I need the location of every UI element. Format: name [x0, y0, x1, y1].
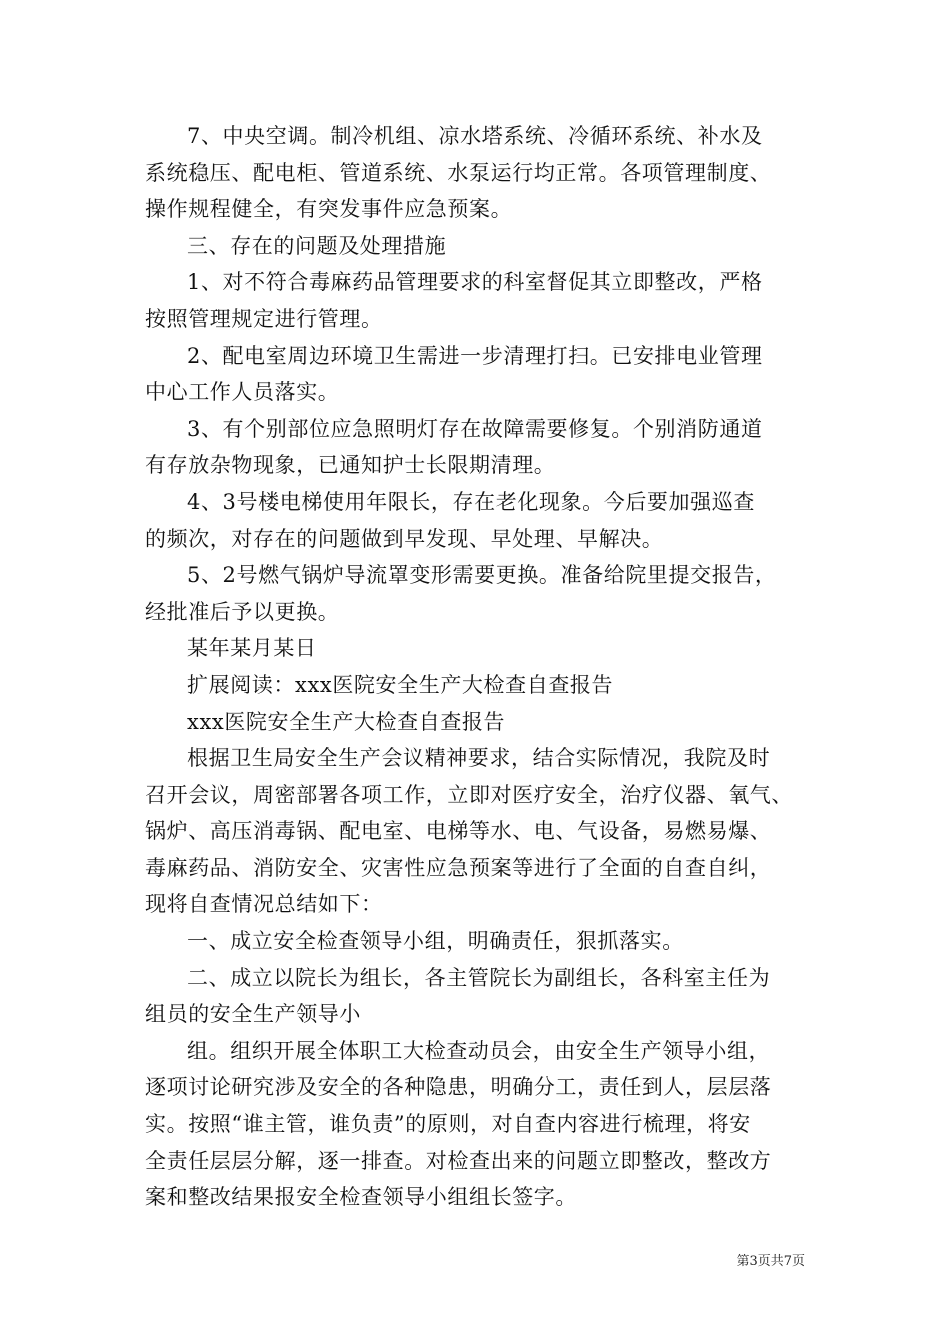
- paragraph: [145, 484, 810, 557]
- paragraph: [145, 960, 810, 1033]
- text-line: 毒麻药品、消防安全、灾害性应急预案等进行了全面的自查自纠，: [145, 855, 772, 880]
- text-line: 一、成立安全检查领导小组，明确责任，狠抓落实。: [187, 929, 684, 954]
- paragraph: [145, 630, 810, 667]
- paragraph: [145, 704, 810, 741]
- text-line: 1、对不符合毒麻药品管理要求的科室督促其立即整改，严格: [187, 270, 763, 295]
- text-line: 系统稳压、配电柜、管道系统、水泵运行均正常。各项管理制度、: [145, 160, 772, 185]
- paragraph: [145, 228, 810, 265]
- paragraph: [145, 338, 810, 411]
- paragraph: [145, 923, 810, 960]
- page-number: 第3页共7页: [736, 1254, 805, 1269]
- paragraph: [145, 1033, 810, 1216]
- document-body: [145, 118, 810, 1216]
- text-line: 组员的安全生产领导小: [145, 1002, 361, 1027]
- text-line: 召开会议，周密部署各项工作，立即对医疗安全，治疗仪器、氧气、: [145, 782, 793, 807]
- text-line: 实。按照“谁主管，谁负责”的原则，对自查内容进行梳理，将安: [145, 1112, 751, 1137]
- text-line: 4、3号楼电梯使用年限长，存在老化现象。今后要加强巡查: [187, 489, 755, 514]
- text-line: 三、存在的问题及处理措施: [187, 233, 447, 258]
- paragraph-list: [145, 118, 810, 1216]
- text-line: 3、有个别部位应急照明灯存在故障需要修复。个别消防通道: [187, 416, 763, 441]
- text-line: xxx医院安全生产大检查自查报告: [187, 709, 506, 734]
- text-line: 全责任层层分解，逐一排查。对检查出来的问题立即整改，整改方: [145, 1148, 772, 1173]
- text-line: 二、成立以院长为组长，各主管院长为副组长，各科室主任为: [187, 965, 771, 990]
- paragraph: [145, 667, 810, 704]
- paragraph: [145, 740, 810, 923]
- text-line: 组。组织开展全体职工大检查动员会，由安全生产领导小组，: [187, 1038, 771, 1063]
- paragraph: [145, 557, 810, 630]
- text-line: 5、2号燃气锅炉导流罩变形需要更换。准备给院里提交报告，: [187, 563, 777, 588]
- text-line: 2、配电室周边环境卫生需进一步清理打扫。已安排电业管理: [187, 343, 763, 368]
- text-line: 按照管理规定进行管理。: [145, 306, 383, 331]
- text-line: 经批准后予以更换。: [145, 599, 340, 624]
- text-line: 的频次，对存在的问题做到早发现、早处理、早解决。: [145, 526, 664, 551]
- paragraph: [145, 118, 810, 228]
- text-line: 有存放杂物现象，已通知护士长限期清理。: [145, 453, 556, 478]
- text-line: 逐项讨论研究涉及安全的各种隐患，明确分工，责任到人，层层落: [145, 1075, 772, 1100]
- text-line: 操作规程健全，有突发事件应急预案。: [145, 197, 513, 222]
- paragraph: [145, 411, 810, 484]
- text-line: 锅炉、高压消毒锅、配电室、电梯等水、电、气设备，易燃易爆、: [145, 819, 772, 844]
- text-line: 扩展阅读：xxx医院安全生产大检查自查报告: [187, 672, 614, 697]
- text-line: 现将自查情况总结如下：: [145, 892, 383, 917]
- text-line: 7、中央空调。制冷机组、凉水塔系统、冷循环系统、补水及: [187, 124, 763, 148]
- text-line: 案和整改结果报安全检查领导小组组长签字。: [145, 1185, 577, 1210]
- text-line: 中心工作人员落实。: [145, 380, 340, 405]
- text-line: 根据卫生局安全生产会议精神要求，结合实际情况，我院及时: [187, 746, 771, 771]
- paragraph: [145, 264, 810, 337]
- text-line: 某年某月某日: [187, 636, 317, 661]
